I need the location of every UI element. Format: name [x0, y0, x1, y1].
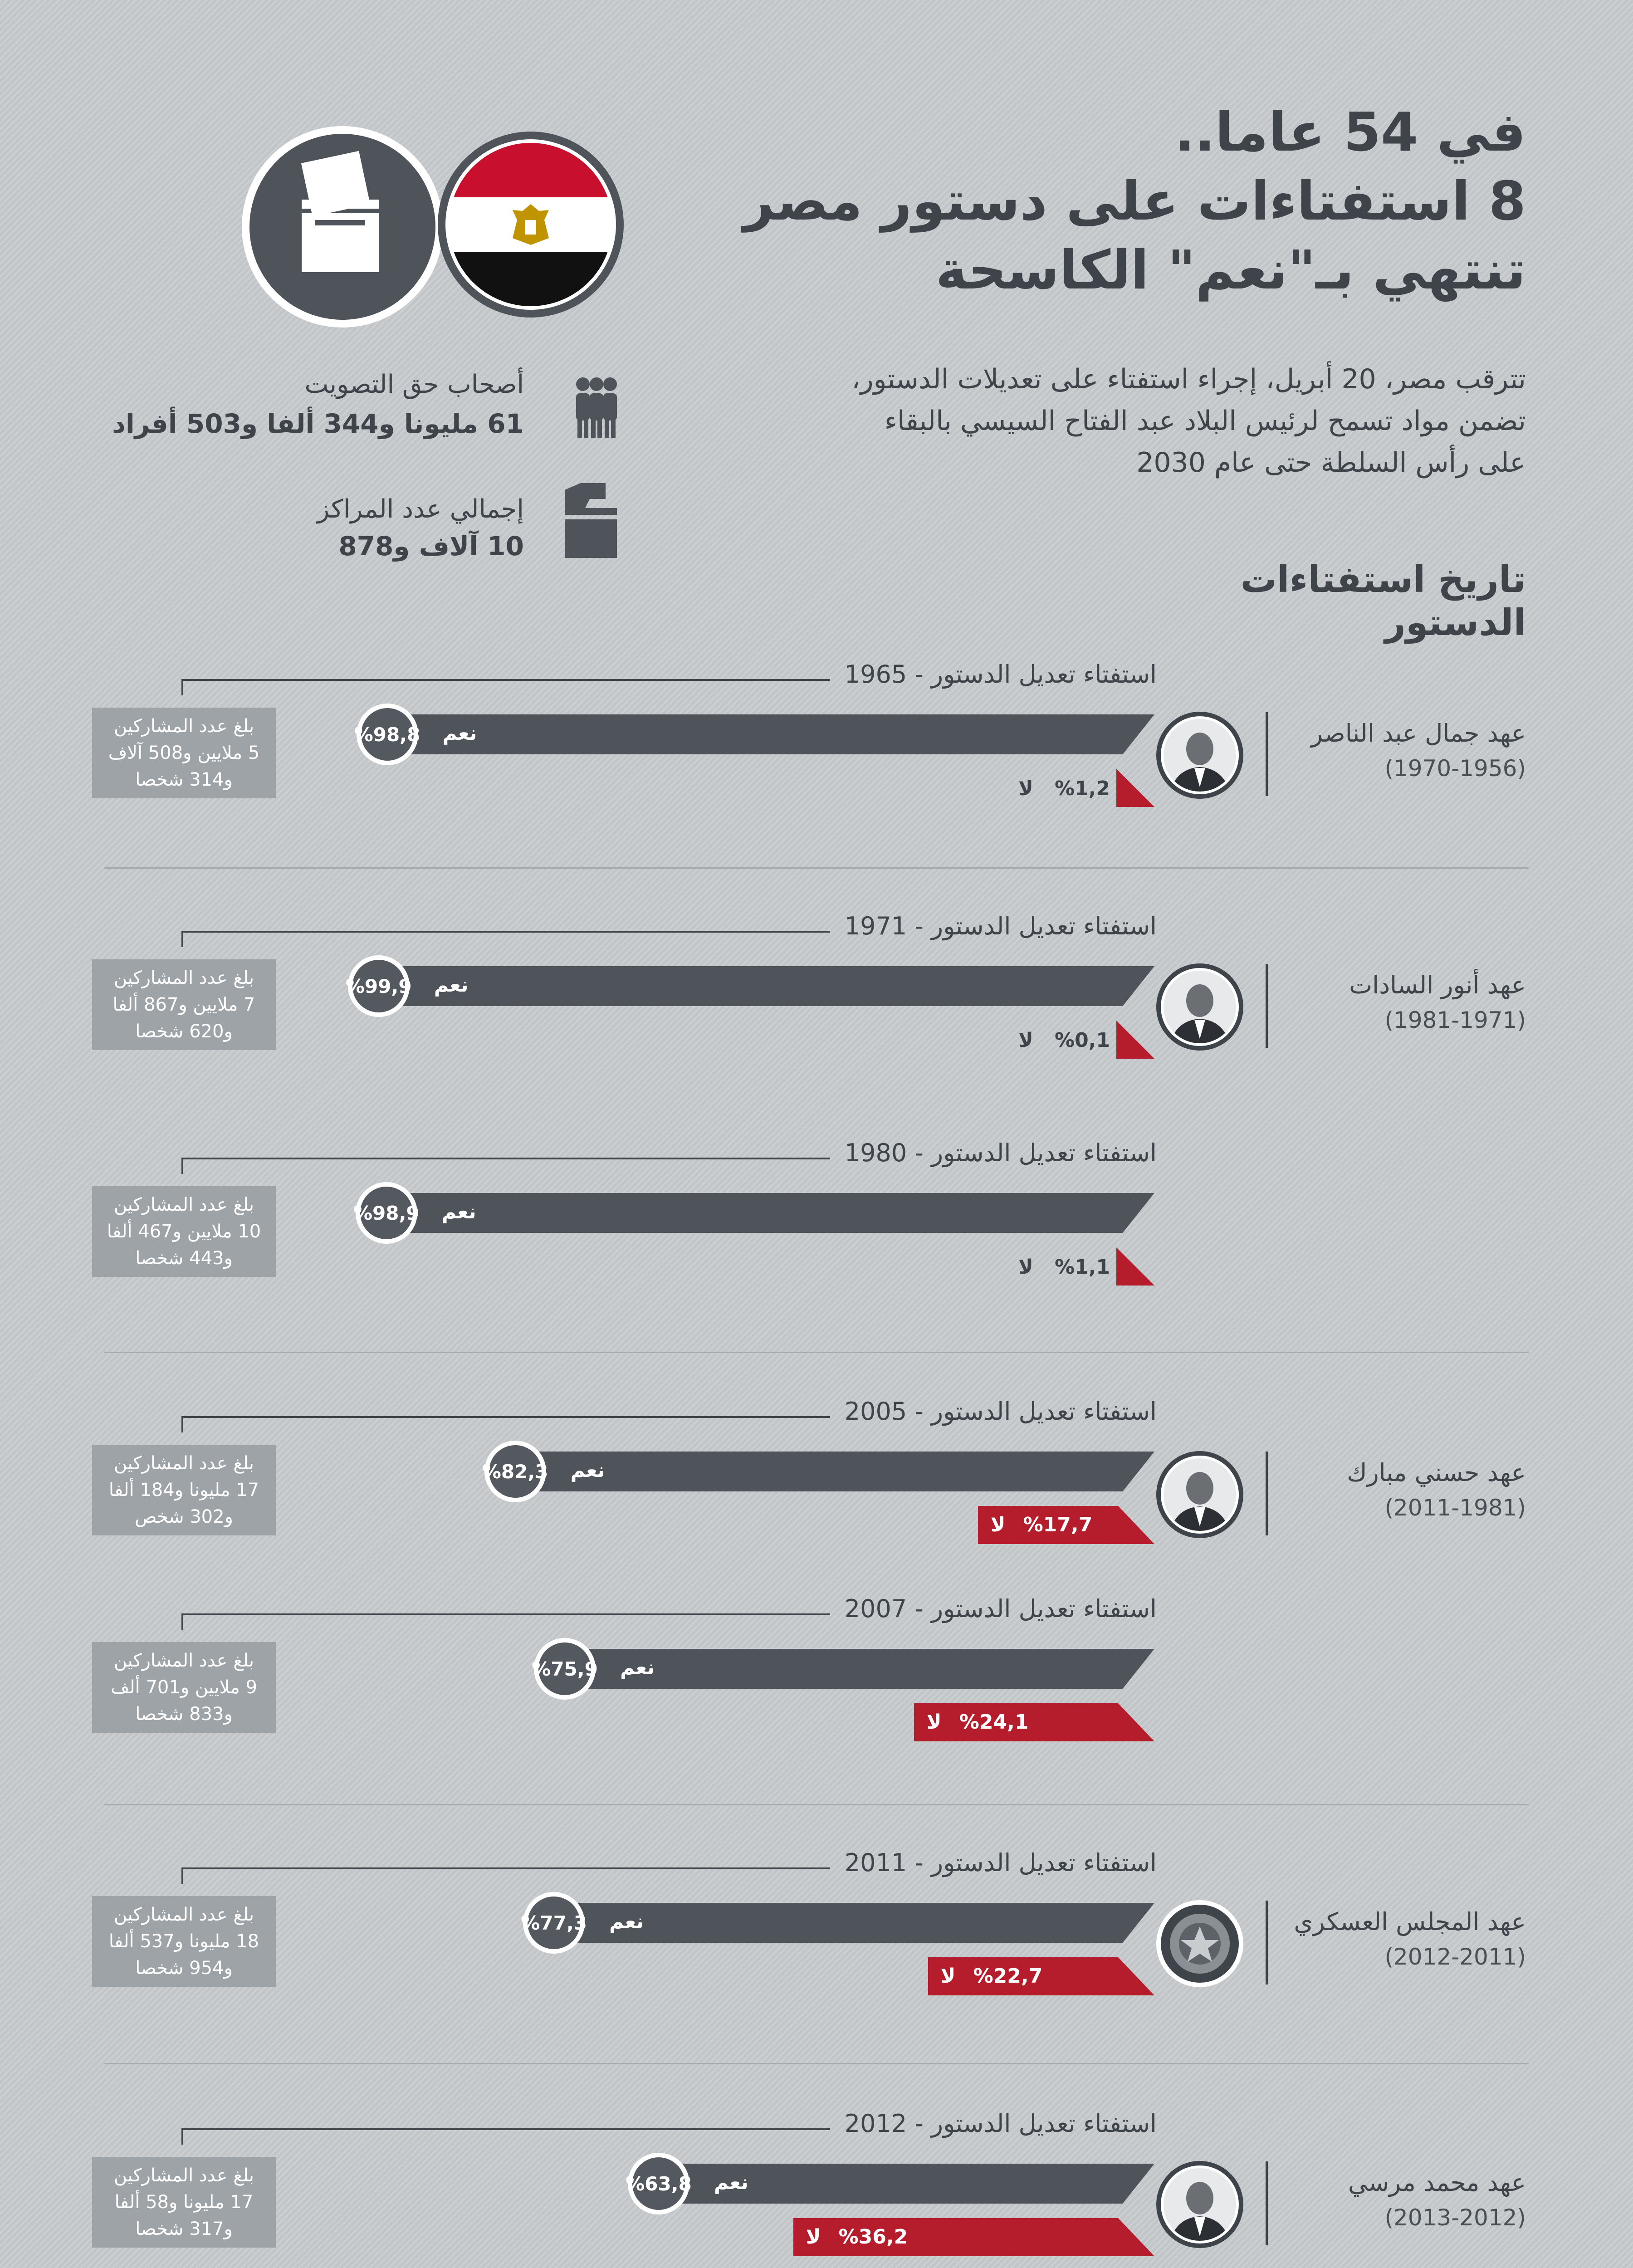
participants-text: بلغ عدد المشاركين [114, 1453, 254, 1474]
no-label: لا [926, 1711, 942, 1734]
divider [104, 2063, 1529, 2064]
participants-text: و833 شخصا [135, 1704, 233, 1725]
voting-center-icon [556, 481, 624, 562]
voters-label: أصحاب حق التصويت [304, 370, 524, 399]
era-years: (2012-2011) [1384, 1944, 1526, 1970]
yes-bar [516, 1452, 1154, 1491]
voters-value: 61 مليونا و344 ألفا و503 أفراد [112, 408, 524, 439]
intro-line-2: تضمن مواد تسمح لرئيس البلاد عبد الفتاح السيسي بالبقاء [884, 405, 1526, 437]
voters-icon [569, 374, 624, 442]
section-title-line-2: الدستور [1384, 601, 1526, 644]
referendum-rule-tick [181, 1867, 183, 1884]
era-years: (2011-1981) [1384, 1495, 1526, 1521]
no-percentage: %0,1 [1055, 1029, 1110, 1052]
portrait-icon [1154, 1449, 1245, 1540]
participants-text: و620 شخصا [135, 1021, 233, 1042]
no-bar [1116, 769, 1154, 807]
referendum-title: استفتاء تعديل الدستور - 2011 [844, 1848, 1157, 1877]
section-title-line-1: تاريخ استفتاءات [1240, 558, 1526, 601]
yes-percentage: %77,3 [523, 1892, 585, 1954]
yes-label: نعم [620, 1656, 655, 1679]
era-divider [1266, 1452, 1268, 1535]
referendum-title: استفتاء تعديل الدستور - 2012 [844, 2109, 1157, 2138]
yes-percentage: %99,9 [348, 955, 410, 1017]
yes-percentage: %82,3 [484, 1441, 546, 1502]
yes-percentage: %63,8 [628, 2153, 689, 2214]
era-name: عهد أنور السادات [1349, 971, 1526, 999]
participants-text: بلغ عدد المشاركين [114, 716, 254, 737]
title-line-3: تنتهي بـ"نعم" الكاسحة [935, 239, 1526, 301]
participants-text: بلغ عدد المشاركين [114, 2165, 254, 2186]
participants-box [92, 1186, 276, 1277]
no-label: لا [806, 2225, 821, 2248]
referendum-title: استفتاء تعديل الدستور - 2005 [844, 1397, 1157, 1426]
intro-text [732, 358, 1526, 484]
title-line-1: في 54 عاما.. [1174, 101, 1526, 163]
era-name: عهد جمال عبد الناصر [1311, 719, 1526, 748]
yes-label: نعم [714, 2171, 748, 2194]
referendum-rule-tick [181, 1158, 183, 1174]
referendum-title: استفتاء تعديل الدستور - 1965 [844, 660, 1157, 689]
yes-percentage: %98,8 [357, 704, 418, 765]
participants-box [92, 959, 276, 1050]
no-percentage: %17,7 [1023, 1513, 1093, 1536]
participants-text: 7 ملايين و867 ألفا [112, 994, 255, 1015]
page-title [709, 98, 1526, 304]
participants-text: و443 شخصا [135, 1248, 233, 1269]
participants-text: بلغ عدد المشاركين [114, 968, 254, 988]
portrait-icon [1154, 710, 1245, 801]
participants-box [92, 708, 276, 798]
divider [104, 1804, 1529, 1805]
participants-text: 17 مليونا و184 ألفا [108, 1480, 259, 1501]
no-percentage: %24,1 [959, 1711, 1029, 1734]
participants-text: 18 مليونا و537 ألفا [108, 1931, 259, 1952]
era-years: (1970-1956) [1384, 755, 1526, 782]
centers-label: إجمالي عدد المراكز [317, 494, 524, 524]
participants-text: بلغ عدد المشاركين [114, 1904, 254, 1925]
participants-text: 10 ملايين و467 ألفا [107, 1221, 261, 1242]
title-line-2: 8 استفتاءات على دستور مصر [743, 170, 1526, 232]
divider [104, 1352, 1529, 1353]
participants-text: و317 شخصا [135, 2219, 233, 2239]
referendum-rule-tick [181, 1416, 183, 1432]
era-divider [1266, 2161, 1268, 2245]
participants-text: بلغ عدد المشاركين [114, 1194, 254, 1215]
yes-bar [387, 1193, 1154, 1233]
yes-bar [388, 714, 1154, 754]
no-label: لا [990, 1513, 1006, 1536]
referendum-title: استفتاء تعديل الدستور - 1971 [844, 912, 1157, 940]
participants-box [92, 2157, 276, 2248]
participants-text: 5 ملايين و508 آلاف [108, 743, 260, 763]
divider [104, 867, 1529, 869]
ballot-box-icon [238, 122, 447, 331]
era-name: عهد محمد مرسي [1348, 2168, 1526, 2197]
participants-text: 9 ملايين و701 ألف [111, 1677, 257, 1698]
yes-bar [555, 1903, 1154, 1943]
era-name: عهد حسني مبارك [1347, 1458, 1526, 1487]
portrait-icon [1154, 2159, 1245, 2250]
intro-line-3: على رأس السلطة حتى عام 2030 [1136, 447, 1526, 479]
era-years: (2013-2012) [1384, 2204, 1526, 2231]
participants-text: و954 شخصا [135, 1958, 233, 1979]
no-label: لا [1018, 777, 1033, 800]
yes-label: نعم [441, 1200, 476, 1223]
era-divider [1266, 964, 1268, 1048]
yes-bar [380, 966, 1154, 1006]
referendum-rule-tick [181, 2128, 183, 2145]
portrait-icon [1154, 962, 1245, 1052]
participants-text: 17 مليونا و58 ألفا [114, 2192, 254, 2213]
no-bar [1116, 1021, 1154, 1059]
era-divider [1266, 1901, 1268, 1984]
participants-text: بلغ عدد المشاركين [114, 1650, 254, 1671]
referendum-title: استفتاء تعديل الدستور - 1980 [844, 1139, 1157, 1167]
yes-label: نعم [609, 1910, 644, 1933]
emblem-icon [1154, 1898, 1245, 1989]
no-bar [1116, 1247, 1154, 1286]
no-percentage: %1,2 [1055, 777, 1110, 800]
no-percentage: %22,7 [973, 1965, 1043, 1988]
section-title [1208, 558, 1526, 644]
no-percentage: %36,2 [838, 2225, 908, 2248]
no-percentage: %1,1 [1055, 1256, 1110, 1279]
referendum-rule-tick [181, 931, 183, 947]
centers-value: 10 آلاف و878 [338, 531, 524, 562]
participants-box [92, 1445, 276, 1535]
era-name: عهد المجلس العسكري [1294, 1907, 1526, 1936]
no-label: لا [940, 1965, 956, 1988]
participants-box [92, 1896, 276, 1987]
participants-text: و314 شخصا [135, 769, 233, 790]
referendum-rule-tick [181, 679, 183, 695]
no-bar [914, 1703, 1154, 1741]
yes-label: نعم [570, 1459, 605, 1482]
no-label: لا [1018, 1256, 1033, 1279]
era-divider [1266, 712, 1268, 796]
yes-percentage: %75,9 [534, 1638, 596, 1700]
referendum-title: استفتاء تعديل الدستور - 2007 [844, 1594, 1157, 1623]
participants-text: و302 شخص [135, 1506, 233, 1527]
yes-label: نعم [434, 973, 469, 997]
participants-box [92, 1642, 276, 1733]
referendum-rule-tick [181, 1613, 183, 1630]
yes-percentage: %98,9 [356, 1182, 417, 1244]
era-years: (1981-1971) [1384, 1007, 1526, 1033]
no-label: لا [1018, 1029, 1033, 1052]
intro-line-1: تترقب مصر، 20 أبريل، إجراء استفتاء على تعديلات الدستور، [851, 363, 1526, 395]
yes-label: نعم [442, 722, 477, 745]
egypt-flag-icon [435, 129, 626, 320]
